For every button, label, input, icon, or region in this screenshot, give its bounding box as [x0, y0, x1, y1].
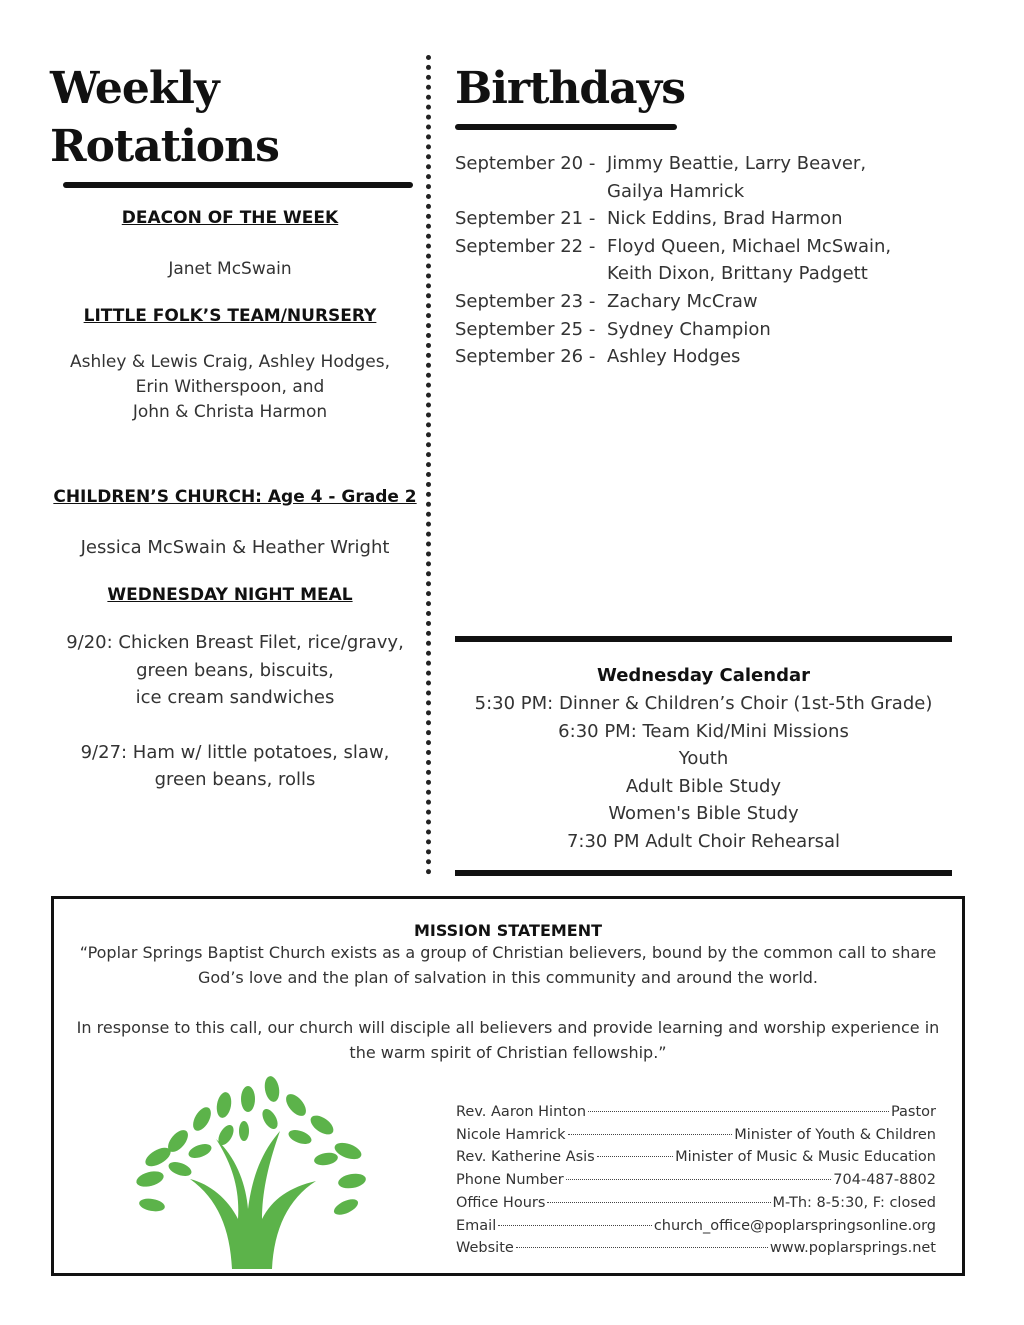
dot-leader	[588, 1111, 889, 1112]
mission-paragraph: “Poplar Springs Baptist Church exists as a group of Christian believers, bound by the common call to share God’s love and the plan of salvation in this community and around the world.	[79, 943, 937, 987]
meal-line: green beans, biscuits,	[136, 659, 334, 681]
birthday-names	[607, 288, 955, 316]
dot-leader	[597, 1156, 673, 1157]
phone-number: 704-487-8802	[833, 1172, 936, 1189]
mission-statement-box	[51, 896, 965, 1276]
dot-leader	[498, 1225, 652, 1226]
list-item	[456, 1237, 936, 1260]
staff-label: Website	[456, 1240, 514, 1257]
dot-leader	[568, 1134, 733, 1135]
birthday-names	[607, 343, 955, 371]
dot-leader	[547, 1202, 770, 1203]
list-item	[456, 1101, 936, 1124]
nursery-line: Ashley & Lewis Craig, Ashley Hodges,	[69, 352, 391, 372]
meal-line: green beans, rolls	[154, 769, 316, 791]
birthday-date: September 21 -	[455, 208, 596, 230]
calendar-line: 7:30 PM Adult Choir Rehearsal	[566, 830, 841, 852]
email-link[interactable]: church_office@poplarspringsonline.org	[653, 1217, 936, 1234]
birthday-date: September 23 -	[455, 290, 596, 312]
staff-directory	[456, 1101, 936, 1260]
calendar-line: Youth	[678, 748, 729, 770]
list-item	[456, 1169, 936, 1192]
birthdays-title: Birthdays	[455, 63, 686, 114]
list-item	[455, 288, 955, 316]
meal-heading: WEDNESDAY NIGHT MEAL	[107, 585, 353, 605]
staff-label: Email	[456, 1217, 497, 1234]
nursery-heading: LITTLE FOLK’S TEAM/NURSERY	[83, 306, 377, 326]
list-item	[456, 1124, 936, 1147]
birthday-date: September 22 -	[455, 235, 596, 257]
list-item	[455, 343, 955, 371]
title-underline	[455, 124, 677, 130]
list-item	[456, 1215, 936, 1238]
nursery-names	[40, 350, 420, 425]
list-item	[456, 1192, 936, 1215]
birthday-name-line: Jimmy Beattie, Larry Beaver,	[607, 153, 867, 174]
column-divider	[426, 55, 431, 875]
title-underline	[63, 182, 413, 188]
calendar-title: Wednesday Calendar	[597, 665, 810, 686]
nursery-line: Erin Witherspoon, and	[135, 377, 325, 397]
staff-label: Nicole Hamrick	[456, 1126, 566, 1143]
calendar-line: Adult Bible Study	[625, 775, 782, 797]
staff-label: Rev. Aaron Hinton	[456, 1104, 587, 1120]
website-link[interactable]: www.poplarsprings.net	[769, 1240, 936, 1257]
mission-paragraph: In response to this call, our church will disciple all believers and provide learning and worship experience in the warm spirit of Christian fellowship.”	[76, 1018, 940, 1062]
meal-line: ice cream sandwiches	[135, 687, 335, 709]
birthday-name-line: Zachary McCraw	[607, 290, 758, 312]
staff-label: Office Hours	[456, 1194, 546, 1211]
staff-label: Phone Number	[456, 1172, 564, 1189]
list-item	[455, 233, 955, 288]
birthday-date: September 25 -	[455, 318, 596, 340]
birthday-names	[607, 316, 955, 344]
wednesday-calendar	[455, 636, 952, 876]
childrens-church-names: Jessica McSwain & Heather Wright	[80, 537, 390, 558]
weekly-rotations-column	[50, 60, 420, 794]
dot-leader	[566, 1179, 832, 1180]
weekly-rotations-title: Weekly Rotations	[50, 63, 279, 172]
staff-value: Minister of Youth & Children	[734, 1126, 936, 1143]
birthday-names	[607, 150, 955, 205]
birthday-name-line: Floyd Queen, Michael McSwain,	[607, 235, 892, 257]
office-hours: M-Th: 8-5:30, F: closed	[772, 1194, 936, 1211]
list-item	[455, 205, 955, 233]
meal-9-27	[50, 739, 420, 794]
calendar-line: 5:30 PM: Dinner & Children’s Choir (1st-5th Grade)	[474, 693, 933, 714]
calendar-line: 6:30 PM: Team Kid/Mini Missions	[558, 720, 849, 742]
meal-line: 9/20: Chicken Breast Filet, rice/gravy,	[66, 632, 404, 653]
deacon-heading: DEACON OF THE WEEK	[121, 208, 339, 228]
nursery-line: John & Christa Harmon	[132, 402, 328, 422]
meal-9-20	[50, 629, 420, 712]
birthday-name-line: Nick Eddins, Brad Harmon	[607, 208, 843, 230]
deacon-name: Janet McSwain	[168, 259, 292, 279]
birthday-name-line: Keith Dixon, Brittany Padgett	[607, 263, 868, 285]
list-item	[456, 1146, 936, 1169]
list-item	[455, 150, 955, 205]
meal-line: 9/27: Ham w/ little potatoes, slaw,	[80, 741, 390, 763]
birthdays-column	[455, 60, 955, 371]
mission-title: MISSION STATEMENT	[413, 921, 603, 940]
birthday-name-line: Ashley Hodges	[607, 346, 741, 368]
birthday-names	[607, 205, 955, 233]
childrens-church-heading: CHILDREN’S CHURCH: Age 4 - Grade 2	[53, 487, 417, 507]
list-item	[455, 316, 955, 344]
dot-leader	[516, 1247, 768, 1248]
calendar-line: Women's Bible Study	[608, 803, 799, 825]
staff-label: Rev. Katherine Asis	[456, 1149, 595, 1166]
tree-logo-icon	[120, 1069, 380, 1269]
staff-value: Minister of Music & Music Education	[675, 1149, 936, 1166]
staff-value: Pastor	[890, 1104, 936, 1120]
birthday-date: September 26 -	[455, 346, 596, 368]
birthday-names	[607, 233, 955, 288]
birthday-name-line: Gailya Hamrick	[607, 180, 745, 202]
birthday-list	[455, 150, 955, 371]
birthday-date: September 20 -	[455, 153, 596, 174]
birthday-name-line: Sydney Champion	[607, 318, 771, 340]
